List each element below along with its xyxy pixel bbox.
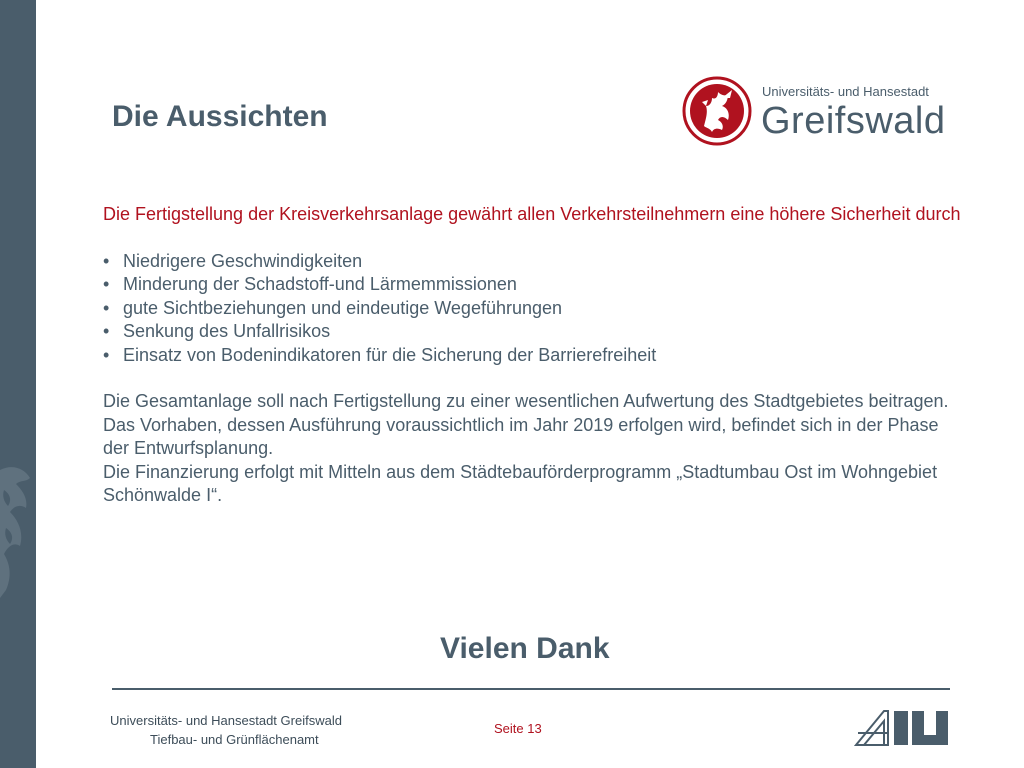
logo-subtitle: Universitäts- und Hansestadt	[762, 84, 929, 99]
page-number: Seite 13	[494, 721, 542, 736]
slide-title: Die Aussichten	[112, 100, 328, 133]
sidebar-band	[0, 0, 36, 768]
benefit-list	[103, 250, 963, 368]
paragraph-schedule: Das Vorhaben, dessen Ausführung voraussichtlich im Jahr 2019 erfolgen wird, befindet sich in der Phase der Entwurfsplanung.	[103, 414, 939, 458]
intro-text: Die Fertigstellung der Kreisverkehrsanlage gewährt allen Verkehrsteilnehmern eine höhere Sicherheit durch	[103, 204, 961, 224]
city-logo	[682, 76, 952, 148]
list-item: • Einsatz von Bodenindikatoren für die Sicherung der Barrierefreiheit	[103, 344, 963, 368]
logo-wordmark: Greifswald	[761, 100, 946, 142]
closing-text: Vielen Dank	[440, 632, 610, 665]
footer-org-line1: Universitäts- und Hansestadt Greifswald	[110, 713, 342, 728]
footer-org-line2: Tiefbau- und Grünflächenamt	[150, 732, 319, 747]
list-item: • Niedrigere Geschwindigkeiten	[103, 250, 963, 274]
list-item: • gute Sichtbeziehungen und eindeutige Wegeführungen	[103, 297, 963, 321]
list-item: • Minderung der Schadstoff-und Lärmemmissionen	[103, 273, 963, 297]
paragraph-funding: Die Finanzierung erfolgt mit Mitteln aus dem Städtebauförderprogramm „Stadtumbau Ost im Wohngebiet Schönwalde I“.	[103, 461, 938, 505]
griffin-seal-icon	[682, 76, 752, 146]
paragraph-upgrade: Die Gesamtanlage soll nach Fertigstellung zu einer wesentlichen Aufwertung des Stadtgebietes beitragen.	[103, 391, 949, 411]
auli-logo-icon	[854, 709, 950, 747]
footer-organization	[110, 711, 342, 749]
slide-body	[103, 203, 963, 508]
footer-divider	[112, 688, 950, 690]
list-item: • Senkung des Unfallrisikos	[103, 320, 963, 344]
griffin-watermark-icon	[0, 450, 36, 610]
